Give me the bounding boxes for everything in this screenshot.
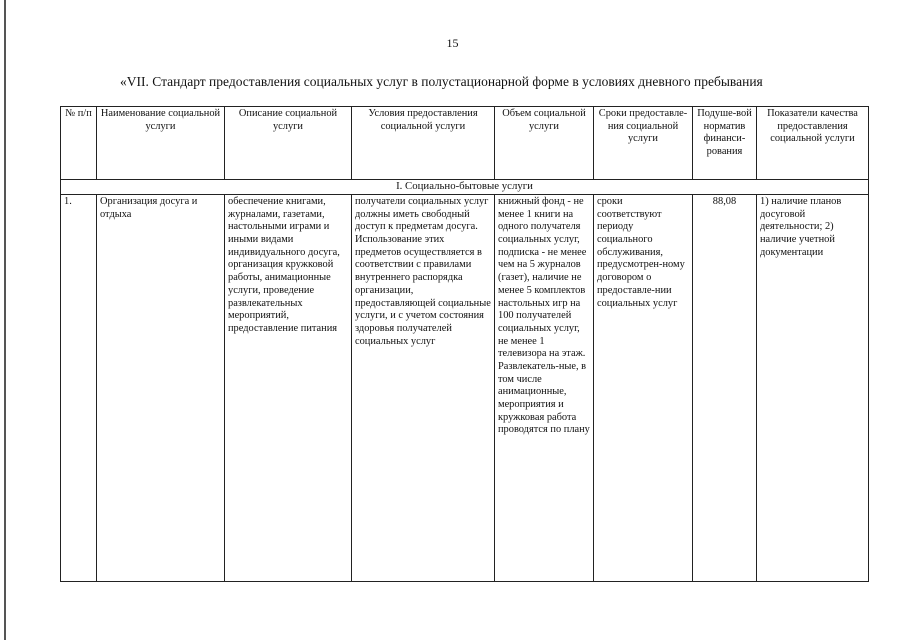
services-standard-table [60,106,869,582]
header-terms: Сроки предоставле-ния социальной услуги [594,107,693,180]
cell-funding-norm: 88,08 [693,195,757,582]
section-title: I. Социально-бытовые услуги [61,180,869,195]
table-header-row [61,107,869,180]
cell-number: 1. [61,195,97,582]
page-edge-line [4,0,6,640]
header-description: Описание социальной услуги [225,107,352,180]
cell-conditions: получатели социальных услуг должны иметь свободный доступ к предметам досуга. Использование этих предметов осуществляется в соответствии с правилами внутреннего распорядка организации, предоставляющей социальные услуги, и с учетом состояния здоровья получателей социальных услуг [352,195,495,582]
cell-terms: сроки соответствуют периоду социального обслуживания, предусмотрен-ному договором о предоставле-нии социальных услуг [594,195,693,582]
cell-description: обеспечение книгами, журналами, газетами, настольными играми и иными видами индивидуального досуга, организация кружковой работы, анимационные услуги, проведение развлекательных мероприятий, предоставление питания [225,195,352,582]
header-volume: Объем социальной услуги [495,107,594,180]
header-service-name: Наименование социальной услуги [97,107,225,180]
cell-service-name: Организация досуга и отдыха [97,195,225,582]
section-row [61,180,869,195]
header-quality-indicators: Показатели качества предоставления социальной услуги [757,107,869,180]
header-funding-norm: Подуше-вой норматив финанси-рования [693,107,757,180]
header-conditions: Условия предоставления социальной услуги [352,107,495,180]
table-row [61,195,869,582]
document-title: «VII. Стандарт предоставления социальных услуг в полустационарной форме в условиях дневного пребывания [120,74,763,89]
page-number: 15 [446,36,459,50]
cell-volume: книжный фонд - не менее 1 книги на одного получателя социальных услуг, подписка - не менее чем на 5 журналов (газет), наличие не менее 5 комплектов настольных игр на 100 получателей социальных услуг, не менее 1 телевизора на этаж. Развлекатель-ные, в том числе анимационные, мероприятия и кружковая работа проводятся по плану [495,195,594,582]
header-number: № п/п [61,107,97,180]
cell-quality-indicators: 1) наличие планов досуговой деятельности; 2) наличие учетной документации [757,195,869,582]
